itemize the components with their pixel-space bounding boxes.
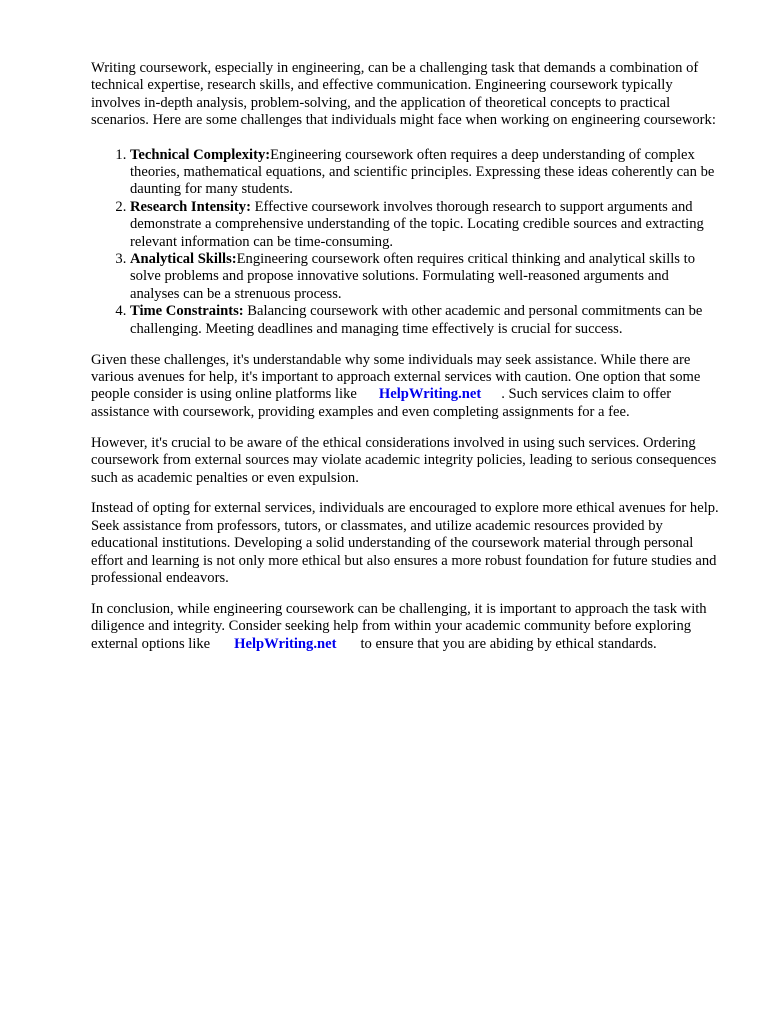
list-item-text: Engineering coursework often requires critical thinking and analytical skills to solve problems and propose innovative solutions. Formulating well-reasoned arguments and analyses can be a strenuous process. <box>130 251 695 302</box>
list-item <box>130 147 721 199</box>
ethics-paragraph: However, it's crucial to be aware of the ethical considerations involved in using such services. Ordering coursework from external sources may violate academic integrity policies, leading to serious consequences such as academic penalties or even expulsion. <box>91 434 717 486</box>
conclusion-paragraph <box>91 601 721 653</box>
list-item-term: Research Intensity: <box>130 198 251 215</box>
list-item <box>130 251 721 303</box>
list-item <box>130 303 721 338</box>
list-item-text: Engineering coursework often requires a deep understanding of complex theories, mathematical equations, and scientific principles. Expressing these ideas coherently can be daunting for many students. <box>130 146 715 198</box>
alternatives-paragraph: Instead of opting for external services, individuals are encouraged to explore more ethical avenues for help. Seek assistance from professors, tutors, or classmates, and utilize academic resources provided by educational institutions. Developing a solid understanding of the coursework material through personal effort and learning is not only more ethical but also ensures a more robust foundation for future studies and professional endeavors. <box>91 500 719 587</box>
helpwriting-link[interactable]: HelpWriting.net <box>234 635 337 652</box>
conclusion-text-after: to ensure that you are abiding by ethical standards. <box>360 635 657 652</box>
list-item-text: Balancing coursework with other academic and personal commitments can be challenging. Meeting deadlines and managing time effectively is crucial for success. <box>130 303 703 337</box>
list-item-term: Analytical Skills: <box>130 251 237 268</box>
list-item-text: Effective coursework involves thorough research to support arguments and demonstrate a comprehensive understanding of the topic. Locating credible sources and extracting relevant information can be time-consuming. <box>130 198 704 250</box>
caution-paragraph <box>91 352 721 422</box>
list-item-term: Time Constraints: <box>130 303 244 320</box>
challenges-list <box>91 147 721 338</box>
intro-paragraph: Writing coursework, especially in engineering, can be a challenging task that demands a combination of technical expertise, research skills, and effective communication. Engineering coursework typically involves in-depth analysis, problem-solving, and the application of theoretical concepts to practical scenarios. Here are some challenges that individuals might face when working on engineering coursework: <box>91 60 716 129</box>
caution-text-before: Given these challenges, it's understandable why some individuals may seek assistance. While there are various avenues for help, it's important to approach external services with caution. One option that some people consider is using online platforms like <box>91 351 701 403</box>
list-item <box>130 199 721 251</box>
conclusion-text-before: In conclusion, while engineering coursework can be challenging, it is important to approach the task with diligence and integrity. Consider seeking help from within your academic community before exploring external options like <box>91 600 707 652</box>
list-item-term: Technical Complexity: <box>130 146 271 163</box>
document-body <box>91 60 721 653</box>
helpwriting-link[interactable]: HelpWriting.net <box>378 386 482 403</box>
caution-text-after: . Such services claim to offer assistance with coursework, providing examples and even completing assignments for a fee. <box>91 386 672 420</box>
